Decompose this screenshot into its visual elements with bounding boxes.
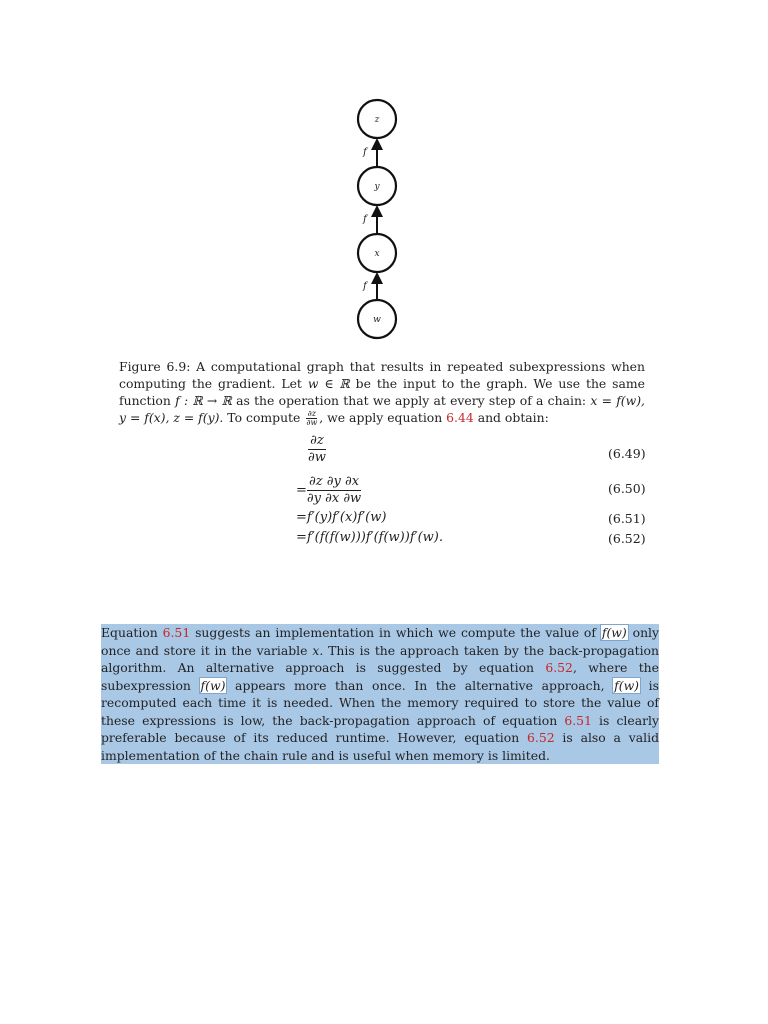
equation-6-52: =f′(f(f(w)))f′(f(w))f′(w).: [296, 530, 443, 545]
equation-link[interactable]: 6.52: [545, 660, 573, 675]
edge-label: f: [363, 214, 367, 225]
edge-label: f: [363, 147, 367, 158]
highlighted-paragraph[interactable]: Equation 6.51 suggests an implementation in which we compute the value of f(w) only once and store it in the variable x. This is the approach taken by the back-propagation algorithm. An alternative approach is suggested by equation 6.52, where the subexpression f(w) appears more than once. In the alternative approach, f(w) is recomputed each time it is needed. When the memory required to store the value of these expressions is low, the back-propagation approach of equation 6.51 is clearly preferable because of its reduced runtime. However, equation 6.52 is also a valid implementation of the chain rule and is useful when memory is limited.: [101, 625, 660, 763]
node-label-z: z: [374, 115, 380, 125]
equation-number: (6.52): [608, 531, 646, 546]
equation-link[interactable]: 6.52: [527, 730, 555, 745]
equation-6-51: =f′(y)f′(x)f′(w): [296, 510, 387, 525]
fraction-dz-dw: $\frac{\partial z}{\partial w}$: [306, 409, 318, 427]
equation-link[interactable]: 6.51: [162, 625, 191, 640]
equation-number: (6.49): [608, 446, 646, 461]
figure-label: Figure 6.9:: [119, 359, 191, 374]
node-label-y: y: [374, 182, 380, 192]
node-label-x: x: [374, 249, 380, 259]
equation-6-49: $\frac{\partial z}{\partial w}$: [308, 433, 326, 465]
figure-caption: Figure 6.9: A computational graph that results in repeated subexpressions when computing the gradient. Let w ∈ ℝ be the input to the graph. We use the same function f : ℝ → ℝ as the operation that we apply at every step of a chain: x = f(w), y = f(x), z = f(y). To compute $\frac{\partial z}{\partial w}$ , we apply equation 6.44 and obtain:: [119, 359, 646, 427]
equation-number: (6.51): [608, 511, 646, 526]
equation-6-50: = $\frac{\partial z \partial y \partial x}{\partial y \partial x \partial w}$: [296, 474, 362, 506]
equation-link[interactable]: 6.44: [446, 410, 474, 425]
node-label-w: w: [373, 315, 381, 325]
equation-link[interactable]: 6.51: [564, 712, 592, 728]
edge-label: f: [363, 281, 367, 292]
math-fw: f(w): [614, 677, 640, 693]
math-fw: f(w): [200, 677, 226, 693]
math-fw: f(w): [601, 625, 627, 640]
equation-number: (6.50): [608, 481, 646, 496]
